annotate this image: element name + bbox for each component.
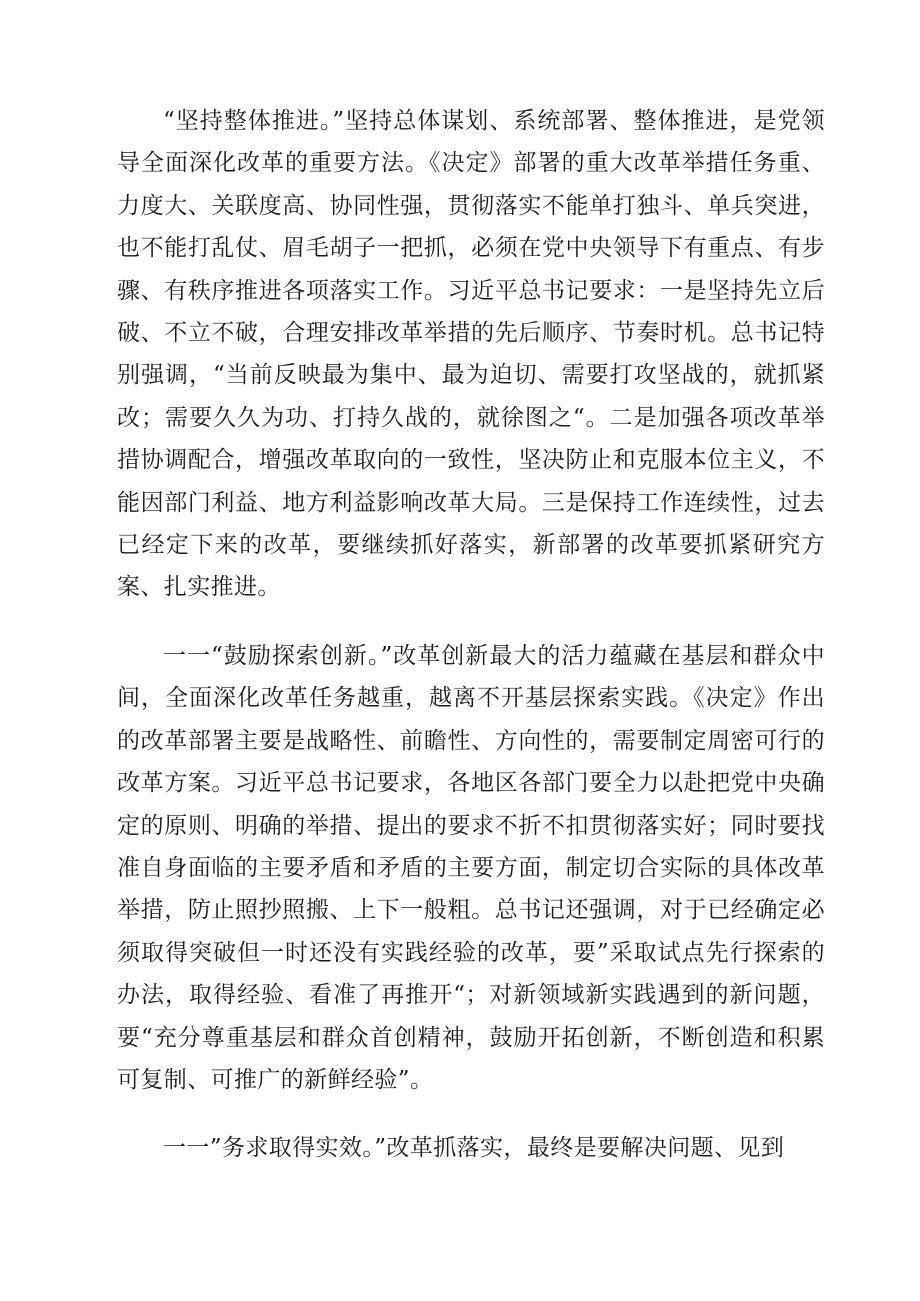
paragraph-overall-advance: “坚持整体推进。”坚持总体谋划、系统部署、整体推进，是党领导全面深化改革的重要方法。《决定》部署的重大改革举措任务重、力度大、关联度高、协同性强，贯彻落实不能单打独斗、单兵突进，也不能打乱仗、眉毛胡子一把抓，必须在党中央领导下有重点、有步骤、有秩序推进各项落实工作。习近平总书记要求：一是坚持先立后破、不立不破，合理安排改革举措的先后顺序、节奏时机。总书记特别强调，“当前反映最为集中、最为迫切、需要打攻坚战的，就抓紧改；需要久久为功、打持久战的，就徐图之“。二是加强各项改革举措协调配合，增强改革取向的一致性，坚决防止和克服本位主义，不能因部门利益、地方利益影响改革大局。三是保持工作连续性，过去已经定下来的改革，要继续抓好落实，新部署的改革要抓紧研究方案、扎实推进。 xyxy=(117,108,825,601)
paragraph-encourage-innovation: 一一“鼓励探索创新。”改革创新最大的活力蕴藏在基层和群众中间，全面深化改革任务越重，越离不开基层探索实践。《决定》作出的改革部署主要是战略性、前瞻性、方向性的，需要制定周密可行的改革方案。习近平总书记要求，各地区各部门要全力以赴把党中央确定的原则、明确的举措、提出的要求不折不扣贯彻落实好；同时要找准自身面临的主要矛盾和矛盾的主要方面，制定切合实际的具体改革举措，防止照抄照搬、上下一般粗。总书记还强调，对于已经确定必须取得突破但一时还没有实践经验的改革，要”采取试点先行探索的办法，取得经验、看准了再推开“；对新领域新实践遇到的新问题，要“充分尊重基层和群众首创精神，鼓励开拓创新，不断创造和积累可复制、可推广的新鲜经验”。 xyxy=(117,642,825,1093)
document-body xyxy=(117,100,825,1170)
paragraph-practical-results: 一一”务求取得实效。”改革抓落实，最终是要解决问题、见到 xyxy=(163,1135,785,1162)
